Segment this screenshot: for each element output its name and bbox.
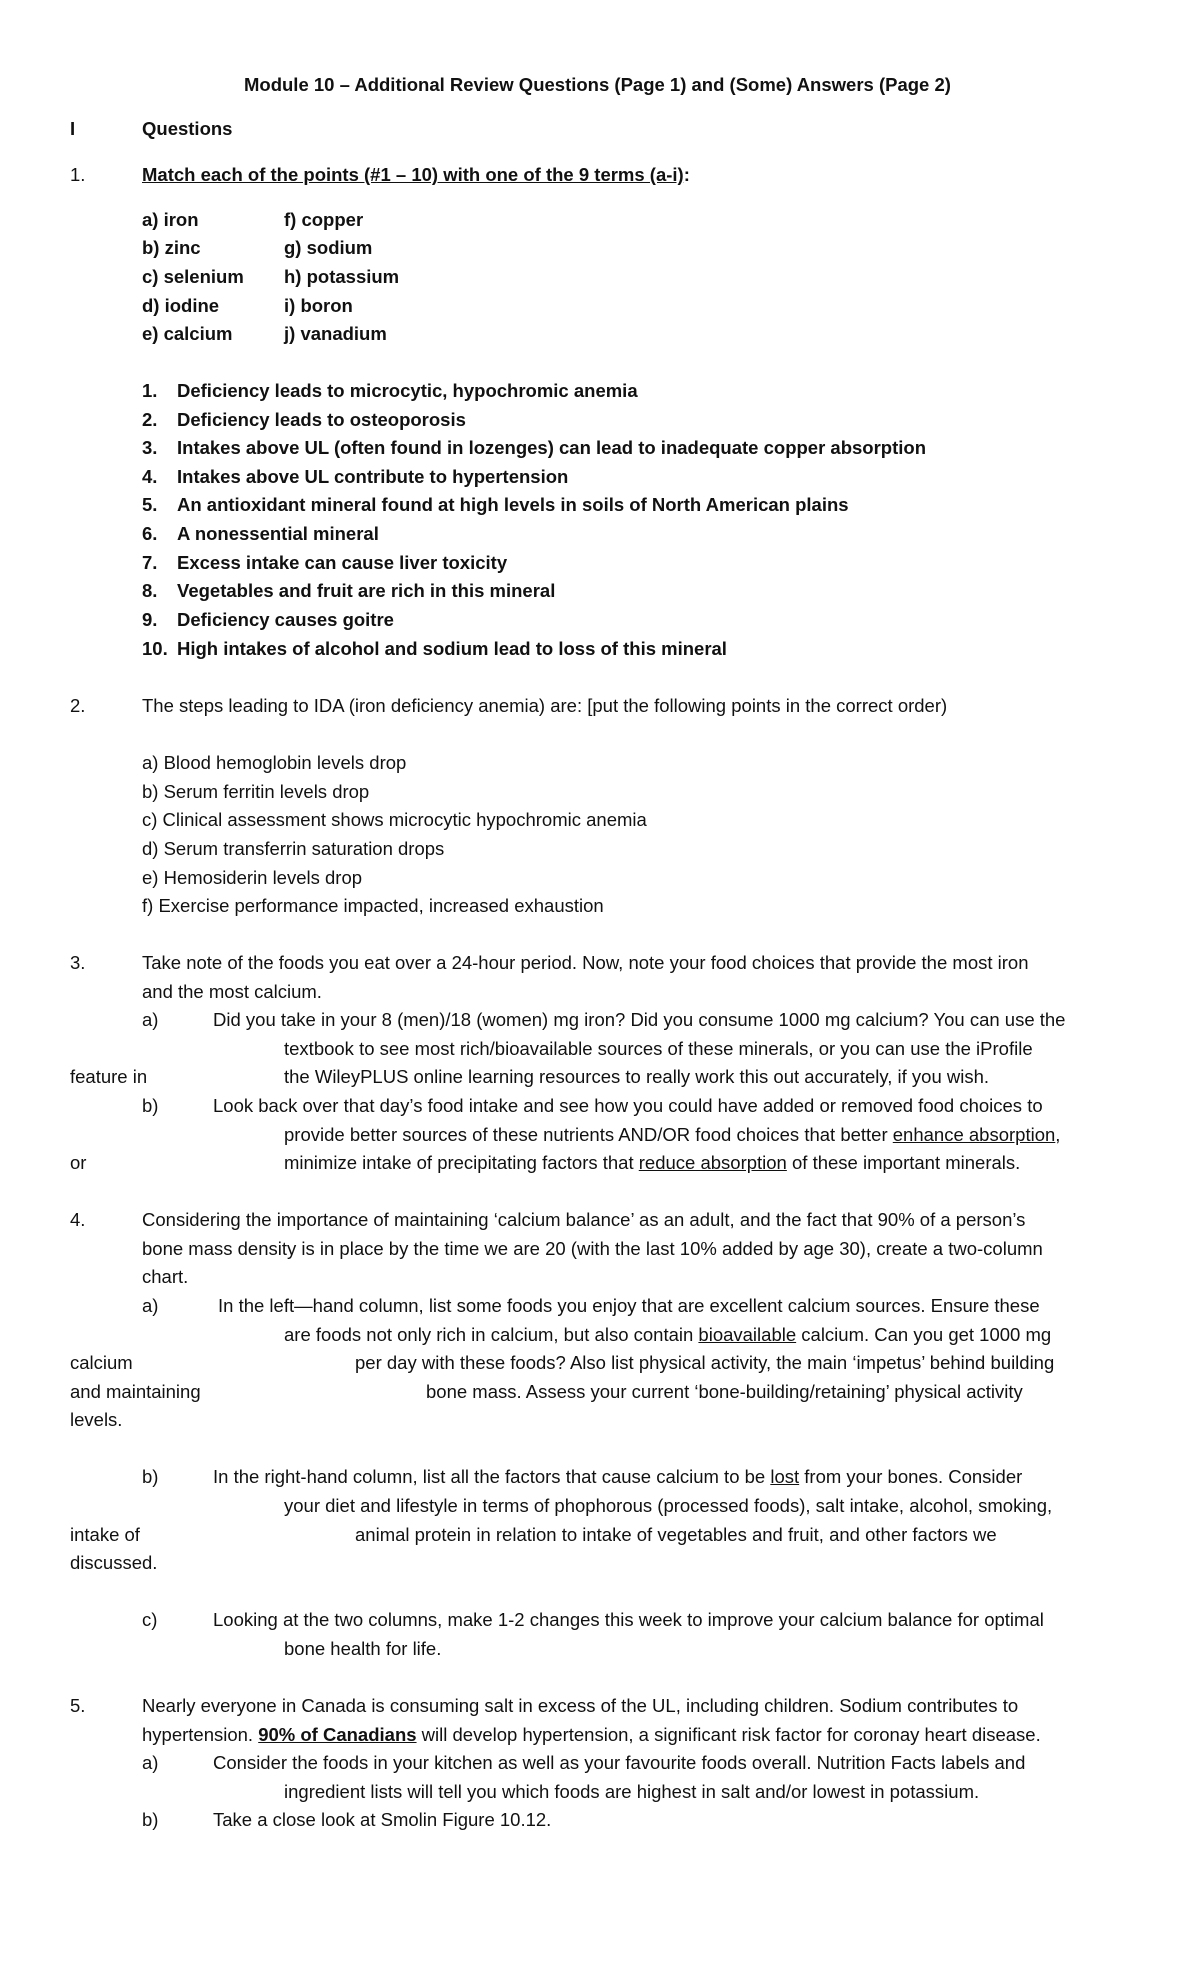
question-5-number: 5. — [70, 1695, 86, 1716]
text-run: are foods not only rich in calcium, but also contain — [284, 1324, 699, 1345]
point-number: 9. — [142, 609, 158, 630]
question-4b-text — [213, 1466, 1022, 1488]
text-run: provide better sources of these nutrients AND/OR food choices that better — [284, 1124, 893, 1145]
question-1-number: 1. — [70, 164, 86, 185]
emphasis-text: lost — [770, 1466, 800, 1487]
term-item: d) iodine — [142, 295, 220, 316]
term-item: a) iron — [142, 209, 199, 230]
text-run: , — [1055, 1124, 1061, 1145]
question-5-text: Nearly everyone in Canada is consuming salt in excess of the UL, including children. Sodium contributes to — [142, 1695, 1019, 1716]
question-4a-text: bone mass. Assess your current ‘bone-building/retaining’ physical activity — [426, 1381, 1023, 1402]
question-4-number: 4. — [70, 1209, 86, 1230]
term-item: g) sodium — [284, 237, 373, 258]
point-text: Vegetables and fruit are rich in this mineral — [177, 580, 556, 601]
point-number: 3. — [142, 437, 158, 458]
question-4a-text: per day with these foods? Also list physical activity, the main ‘impetus’ behind building — [355, 1352, 1055, 1373]
text-run: minimize intake of precipitating factors that — [284, 1152, 639, 1173]
emphasis-text: enhance absorption — [892, 1124, 1056, 1145]
question-4a-text: calcium — [70, 1352, 133, 1373]
point-number: 8. — [142, 580, 158, 601]
question-4-text: chart. — [142, 1266, 189, 1287]
point-number: 2. — [142, 409, 158, 430]
question-4-text: bone mass density is in place by the time we are 20 (with the last 10% added by age 30), create a two-column — [142, 1238, 1043, 1259]
question-4c-text: Looking at the two columns, make 1-2 changes this week to improve your calcium balance for optimal — [213, 1609, 1044, 1630]
term-item: c) selenium — [142, 266, 244, 287]
question-4b-text: animal protein in relation to intake of vegetables and fruit, and other factors we — [355, 1524, 997, 1545]
point-number: 5. — [142, 494, 158, 515]
question-4b-text: intake of — [70, 1524, 140, 1545]
ida-step: b) Serum ferritin levels drop — [142, 781, 370, 802]
question-4a-text — [284, 1324, 1051, 1346]
sub-label: b) — [142, 1809, 159, 1830]
question-4a-text: and maintaining — [70, 1381, 201, 1402]
question-1-prompt-text: Match each of the points (#1 – 10) with one of the 9 terms (a-i) — [142, 164, 684, 185]
point-number: 1. — [142, 380, 158, 401]
question-5a-text: ingredient lists will tell you which foods are highest in salt and/or lowest in potassium. — [284, 1781, 980, 1802]
page-title: Module 10 – Additional Review Questions (Page 1) and (Some) Answers (Page 2) — [244, 74, 951, 95]
point-number: 7. — [142, 552, 158, 573]
question-4a-text: levels. — [70, 1409, 123, 1430]
text-run: calcium. Can you get 1000 mg — [796, 1324, 1052, 1345]
point-text: Intakes above UL (often found in lozenges) can lead to inadequate copper absorption — [177, 437, 926, 458]
point-number: 4. — [142, 466, 158, 487]
term-item: i) boron — [284, 295, 353, 316]
term-item: f) copper — [284, 209, 364, 230]
emphasis-text: bioavailable — [698, 1324, 797, 1345]
question-2-prompt: The steps leading to IDA (iron deficiency anemia) are: [put the following points in the correct order) — [142, 695, 948, 716]
question-4b-text: your diet and lifestyle in terms of phophorous (processed foods), salt intake, alcohol, smoking, — [284, 1495, 1053, 1516]
question-4b-text: discussed. — [70, 1552, 158, 1573]
question-3a-text: the WileyPLUS online learning resources to really work this out accurately, if you wish. — [284, 1066, 990, 1087]
question-3a-text: feature in — [70, 1066, 148, 1087]
term-item: h) potassium — [284, 266, 400, 287]
point-text: Deficiency leads to osteoporosis — [177, 409, 466, 430]
point-text: Deficiency causes goitre — [177, 609, 394, 630]
text-run: will develop hypertension, a significant risk factor for coronay heart disease. — [416, 1724, 1041, 1745]
question-5b-text: Take a close look at Smolin Figure 10.12. — [213, 1809, 552, 1830]
text-run: In the right-hand column, list all the factors that cause calcium to be — [213, 1466, 771, 1487]
question-3b-text — [284, 1124, 1060, 1146]
question-3b-text: Look back over that day’s food intake and see how you could have added or removed food choices to — [213, 1095, 1043, 1116]
ida-step: f) Exercise performance impacted, increased exhaustion — [142, 895, 604, 916]
point-text: A nonessential mineral — [177, 523, 379, 544]
question-2-number: 2. — [70, 695, 86, 716]
ida-step: c) Clinical assessment shows microcytic hypochromic anemia — [142, 809, 647, 830]
point-text: Deficiency leads to microcytic, hypochromic anemia — [177, 380, 638, 401]
question-3-text: and the most calcium. — [142, 981, 322, 1002]
point-text: Excess intake can cause liver toxicity — [177, 552, 508, 573]
question-4a-text: In the left—hand column, list some foods you enjoy that are excellent calcium sources. Ensure these — [218, 1295, 1040, 1316]
question-3b-text: or — [70, 1152, 87, 1173]
term-item: b) zinc — [142, 237, 201, 258]
term-item: e) calcium — [142, 323, 233, 344]
ida-step: d) Serum transferrin saturation drops — [142, 838, 445, 859]
sub-label: a) — [142, 1752, 159, 1773]
question-5-text — [142, 1724, 1041, 1746]
question-5a-text: Consider the foods in your kitchen as well as your favourite foods overall. Nutrition Facts labels and — [213, 1752, 1026, 1773]
question-3b-text — [284, 1152, 1020, 1174]
point-text: An antioxidant mineral found at high levels in soils of North American plains — [177, 494, 849, 515]
question-4c-text: bone health for life. — [284, 1638, 442, 1659]
point-text: High intakes of alcohol and sodium lead to loss of this mineral — [177, 638, 727, 659]
question-3-text: Take note of the foods you eat over a 24-hour period. Now, note your food choices that provide the most iron — [142, 952, 1029, 973]
ida-step: a) Blood hemoglobin levels drop — [142, 752, 407, 773]
question-1-prompt-colon: : — [683, 164, 690, 185]
question-3a-text: Did you take in your 8 (men)/18 (women) mg iron? Did you consume 1000 mg calcium? You can use the — [213, 1009, 1066, 1030]
sub-label: c) — [142, 1609, 158, 1630]
question-3-number: 3. — [70, 952, 86, 973]
ida-step: e) Hemosiderin levels drop — [142, 867, 363, 888]
text-run: from your bones. Consider — [799, 1466, 1023, 1487]
question-3a-text: textbook to see most rich/bioavailable sources of these minerals, or you can use the iProfile — [284, 1038, 1033, 1059]
point-number: 6. — [142, 523, 158, 544]
term-item: j) vanadium — [284, 323, 387, 344]
emphasis-text: reduce absorption — [638, 1152, 787, 1173]
question-1-prompt — [142, 164, 690, 186]
section-numeral: I — [70, 118, 76, 139]
question-4-text: Considering the importance of maintaining ‘calcium balance’ as an adult, and the fact that 90% of a person’s — [142, 1209, 1026, 1230]
emphasis-text: 90% of Canadians — [258, 1724, 417, 1745]
sub-label: a) — [142, 1295, 159, 1316]
point-text: Intakes above UL contribute to hypertension — [177, 466, 569, 487]
text-run: hypertension. — [142, 1724, 259, 1745]
text-run: of these important minerals. — [786, 1152, 1021, 1173]
sub-label: b) — [142, 1095, 159, 1116]
sub-label: b) — [142, 1466, 159, 1487]
sub-label: a) — [142, 1009, 159, 1030]
point-number: 10. — [142, 638, 168, 659]
section-heading: Questions — [142, 118, 233, 139]
